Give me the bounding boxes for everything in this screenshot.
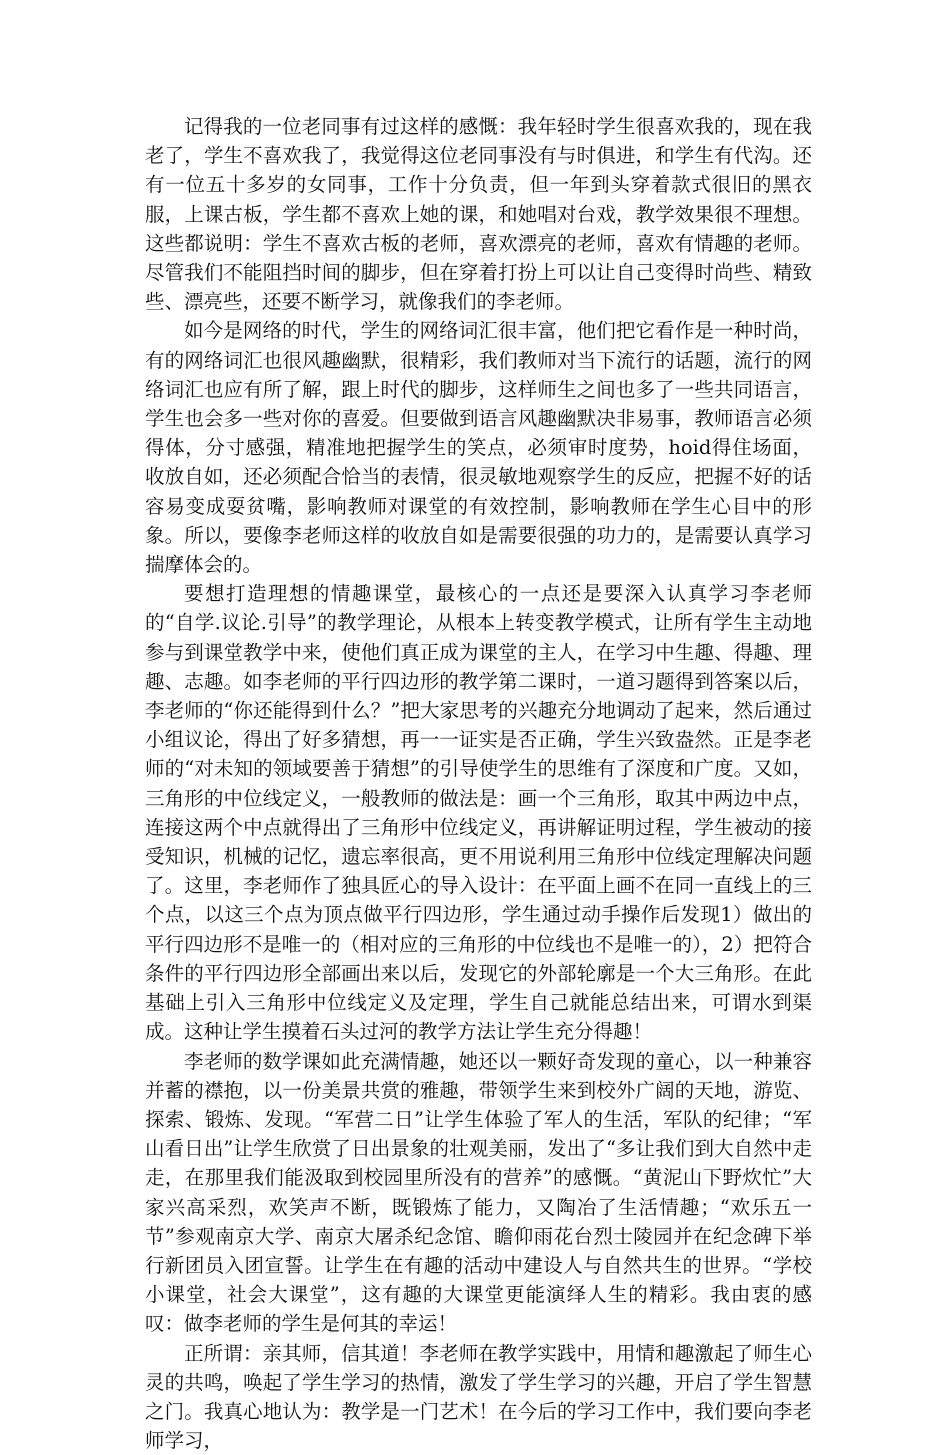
- paragraph: 如今是网络的时代，学生的网络词汇很丰富，他们把它看作是一种时尚，有的网络词汇也很风趣幽默，很精彩，我们教师对当下流行的话题，流行的网络词汇也应有所了解，跟上时代的脚步，这样师生之间也多了一些共同语言，学生也会多一些对你的喜爱。但要做到语言风趣幽默决非易事，教师语言必须得体，分寸感强，精准地把握学生的笑点，必须审时度势，hoid得住场面，收放自如，还必须配合恰当的表情，很灵敏地观察学生的反应，把握不好的话容易变成耍贫嘴，影响教师对课堂的有效控制，影响教师在学生心目中的形象。所以，要像李老师这样的收放自如是需要很强的功力的，是需要认真学习揣摩体会的。: [145, 319, 812, 577]
- paragraph: 要想打造理想的情趣课堂，最核心的一点还是要深入认真学习李老师的“自学.议论.引导”的教学理论，从根本上转变教学模式，让所有学生主动地参与到课堂教学中来，使他们真正成为课堂的主人，在学习中生趣、得趣、理趣、志趣。如李老师的平行四边形的教学第二课时，一道习题得到答案以后，李老师的“你还能得到什么？”把大家思考的兴趣充分地调动了起来，然后通过小组议论，得出了好多猜想，再一一证实是否正确，学生兴致盎然。正是李老师的“对未知的领域要善于猜想”的引导使学生的思维有了深度和广度。又如，三角形的中位线定义，一般教师的做法是：画一个三角形，取其中两边中点，连接这两个中点就得出了三角形中位线定义，再讲解证明过程，学生被动的接受知识，机械的记忆，遗忘率很高，更不用说利用三角形中位线定理解决问题了。这里，李老师作了独具匠心的导入设计：在平面上画不在同一直线上的三个点，以这三个点为顶点做平行四边形，学生通过动手操作后发现1）做出的平行四边形不是唯一的（相对应的三角形的中位线也不是唯一的），2）把符合条件的平行四边形全部画出来以后，发现它的外部轮廓是一个大三角形。在此基础上引入三角形中位线定义及定理，学生自己就能总结出来，可谓水到渠成。这种让学生摸着石头过河的教学方法让学生充分得趣！: [145, 582, 812, 1044]
- paragraph: 李老师的数学课如此充满情趣，她还以一颗好奇发现的童心，以一种兼容并蓄的襟抱，以一份美景共赏的雅趣，带领学生来到校外广阔的天地，游览、探索、锻炼、发现。“军营二日”让学生体验了军人的生活，军队的纪律；“军山看日出”让学生欣赏了日出景象的壮观美丽，发出了“多让我们到大自然中走走，在那里我们能汲取到校园里所没有的营养”的感慨。“黄泥山下野炊忙”大家兴高采烈，欢笑声不断，既锻炼了能力，又陶冶了生活情趣；“欢乐五一节”参观南京大学、南京大屠杀纪念馆、瞻仰雨花台烈士陵园并在纪念碑下举行新团员入团宣誓。让学生在有趣的活动中建设人与自然共生的世界。“学校小课堂，社会大课堂”，这有趣的大课堂更能演绎人生的精彩。我由衷的感叹：做李老师的学生是何其的幸运！: [145, 1049, 812, 1336]
- paragraph: 正所谓：亲其师，信其道！李老师在教学实践中，用情和趣激起了师生心灵的共鸣，唤起了学生学习的热情，激发了学生学习的兴趣，开启了学生智慧之门。我真心地认为：教学是一门艺术！在今后的学习工作中，我们要向李老师学习，: [145, 1341, 812, 1453]
- document-body: [145, 112, 812, 1455]
- paragraph: 记得我的一位老同事有过这样的感慨：我年轻时学生很喜欢我的，现在我老了，学生不喜欢我了，我觉得这位老同事没有与时俱进，和学生有代沟。还有一位五十多岁的女同事，工作十分负责，但一年到头穿着款式很旧的黑衣服，上课古板，学生都不喜欢上她的课，和她唱对台戏，教学效果很不理想。这些都说明：学生不喜欢古板的老师，喜欢漂亮的老师，喜欢有情趣的老师。尽管我们不能阻挡时间的脚步，但在穿着打扮上可以让自己变得时尚些、精致些、漂亮些，还要不断学习，就像我们的李老师。: [145, 115, 812, 314]
